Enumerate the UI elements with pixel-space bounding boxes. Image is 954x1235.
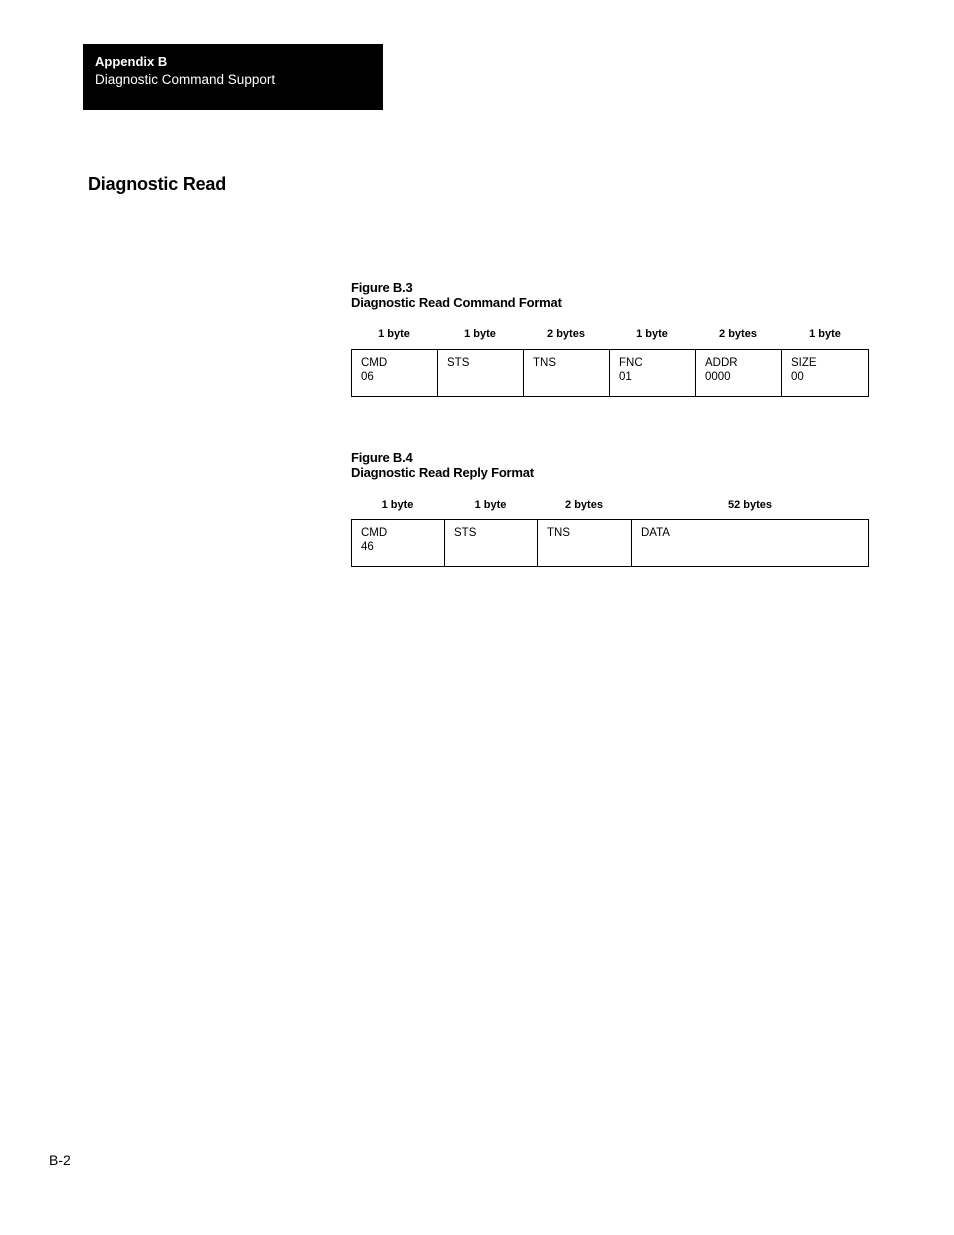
command-format-table — [351, 349, 869, 397]
field-value: 00 — [791, 371, 804, 383]
appendix-subtitle: Diagnostic Command Support — [95, 72, 276, 87]
field-name: STS — [454, 527, 477, 539]
field-size-label: 1 byte — [464, 328, 496, 340]
field-size-label: 1 byte — [636, 328, 668, 340]
figure-reply-format — [351, 450, 869, 553]
field-name: TNS — [547, 527, 570, 539]
field-size-label: 2 bytes — [719, 328, 757, 340]
field-size-label: 2 bytes — [547, 328, 585, 340]
field-cell-tns — [524, 350, 610, 396]
field-size-label: 52 bytes — [727, 499, 773, 511]
figure-title: Diagnostic Read Reply Format — [351, 465, 534, 480]
reply-format-table — [351, 519, 869, 567]
field-value: 06 — [361, 371, 374, 383]
field-name: SIZE — [791, 357, 817, 369]
field-cell-tns — [538, 520, 632, 566]
figure-number: Figure B.3 — [351, 280, 413, 295]
field-size-label: 2 bytes — [565, 499, 603, 511]
field-cell-sts — [445, 520, 538, 566]
field-size-row — [351, 328, 869, 342]
field-size-label: 1 byte — [474, 499, 507, 511]
field-name: CMD — [361, 527, 388, 539]
field-value: 46 — [361, 541, 374, 553]
field-value: 0000 — [705, 371, 731, 383]
field-cell-cmd — [352, 350, 438, 396]
appendix-header — [83, 44, 383, 110]
field-size-label: 1 byte — [809, 328, 841, 340]
field-value: 01 — [619, 371, 632, 383]
field-cell-data — [632, 520, 868, 566]
field-cell-size — [782, 350, 868, 396]
field-name: FNC — [619, 357, 643, 369]
section-heading: Diagnostic Read — [88, 174, 227, 194]
field-cell-addr — [696, 350, 782, 396]
field-cell-sts — [438, 350, 524, 396]
field-name: STS — [447, 357, 470, 369]
field-size-row — [351, 499, 869, 513]
figure-command-format — [351, 280, 869, 383]
field-name: DATA — [641, 527, 670, 539]
figure-title: Diagnostic Read Command Format — [351, 295, 562, 310]
field-name: TNS — [533, 357, 556, 369]
field-size-label: 1 byte — [381, 499, 414, 511]
field-cell-fnc — [610, 350, 696, 396]
field-size-label: 1 byte — [378, 328, 410, 340]
appendix-title: Appendix B — [95, 54, 168, 69]
page-number: B-2 — [49, 1152, 71, 1168]
field-name: CMD — [361, 357, 388, 369]
field-name: ADDR — [705, 357, 738, 369]
field-cell-cmd — [352, 520, 445, 566]
figure-number: Figure B.4 — [351, 450, 413, 465]
